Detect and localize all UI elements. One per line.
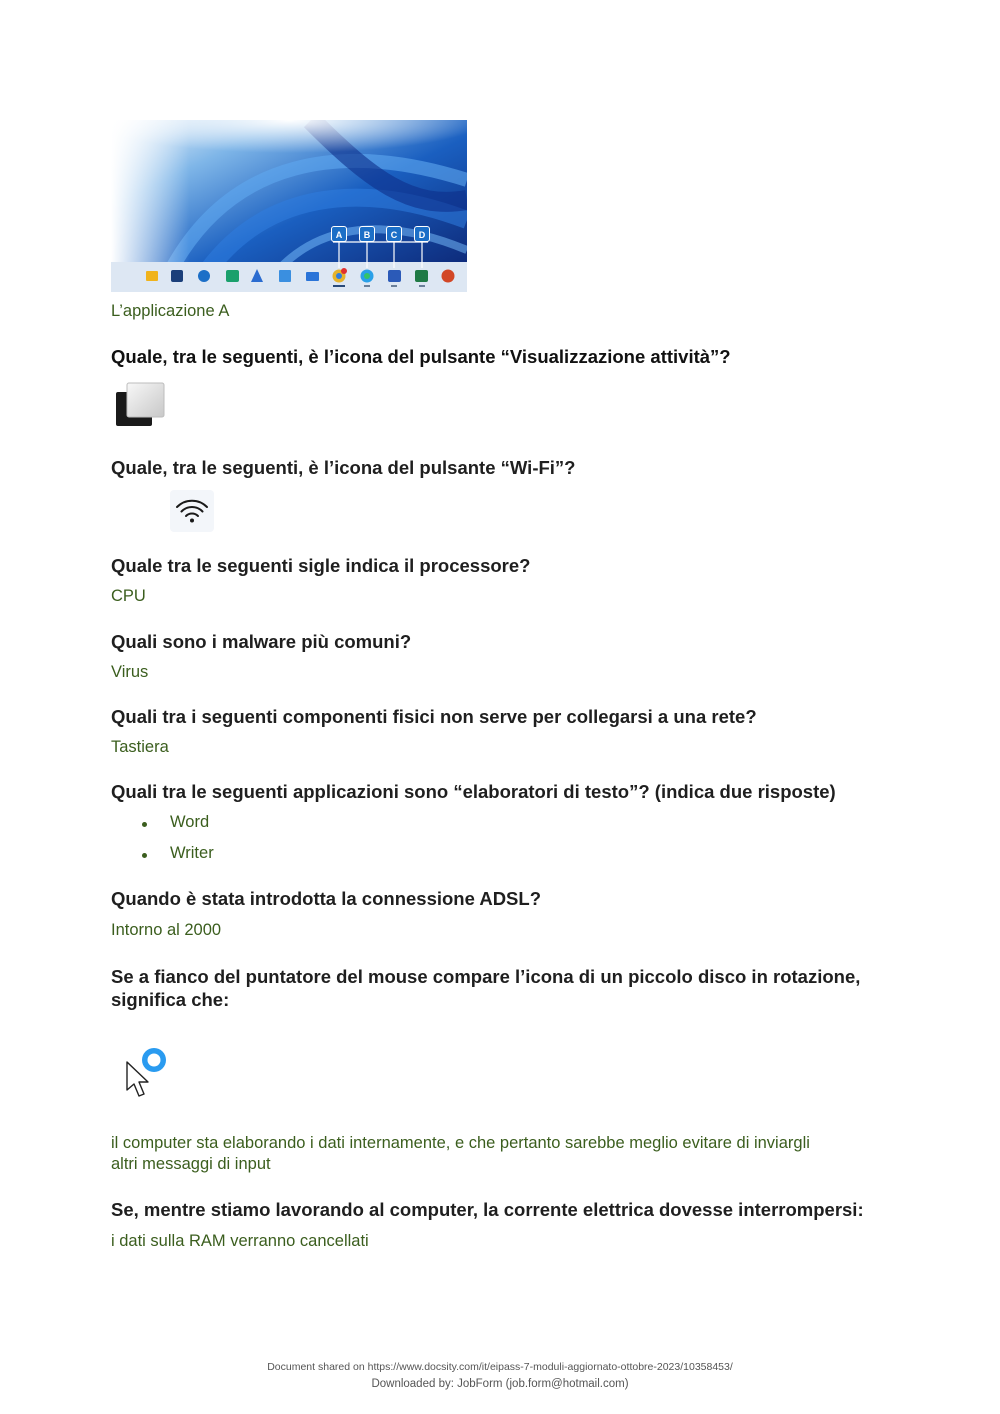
taskbar-label-b: B <box>359 226 375 242</box>
question-processor: Quale tra le seguenti sigle indica il processore? <box>111 555 531 576</box>
answer-power-loss: i dati sulla RAM verranno cancellati <box>111 1232 369 1250</box>
taskbar-label-c: C <box>386 226 402 242</box>
task-view-icon <box>113 382 167 430</box>
answer-processor: CPU <box>111 587 146 605</box>
taskbar-label-d: D <box>414 226 430 242</box>
answer-adsl: Intorno al 2000 <box>111 921 222 939</box>
busy-cursor-icon <box>122 1042 174 1102</box>
windows-wallpaper-image <box>111 120 467 292</box>
footer-shared-prefix: Document shared on <box>267 1361 365 1373</box>
question-busy-cursor-line2: significa che: <box>111 989 230 1010</box>
answer-busy-cursor-line1: il computer sta elaborando i dati internamente, e che pertanto sarebbe meglio evitare di inviargli <box>111 1134 810 1152</box>
answer-word-processor-1: Word <box>170 813 210 831</box>
question-word-processors: Quali tra le seguenti applicazioni sono “elaboratori di testo”? (indica due risposte) <box>111 781 836 802</box>
question-network-component: Quali tra i seguenti componenti fisici non serve per collegarsi a una rete? <box>111 706 757 727</box>
answer-network-component: Tastiera <box>111 738 169 756</box>
question-power-loss: Se, mentre stiamo lavorando al computer, la corrente elettrica dovesse interrompersi: <box>111 1199 864 1220</box>
bullet-dot <box>142 822 147 827</box>
bullet-dot <box>142 853 147 858</box>
footer-shared <box>0 1361 1000 1373</box>
question-wifi: Quale, tra le seguenti, è l’icona del pulsante “Wi-Fi”? <box>111 457 576 478</box>
footer-shared-url[interactable]: https://www.docsity.com/it/eipass-7-moduli-aggiornato-ottobre-2023/10358453/ <box>367 1361 733 1373</box>
question-adsl: Quando è stata introdotta la connessione ADSL? <box>111 888 541 909</box>
question-malware: Quali sono i malware più comuni? <box>111 631 412 652</box>
footer-downloaded: Downloaded by: JobForm (job.form@hotmail.com) <box>371 1378 629 1390</box>
taskbar-label-a: A <box>331 226 347 242</box>
answer-word-processor-2: Writer <box>170 844 214 862</box>
question-task-view: Quale, tra le seguenti, è l’icona del pulsante “Visualizzazione attività”? <box>111 346 731 367</box>
question-busy-cursor-line1: Se a fianco del puntatore del mouse compare l’icona di un piccolo disco in rotazione, <box>111 966 861 987</box>
answer-taskbar: L’applicazione A <box>111 302 230 320</box>
taskbar-screenshot <box>111 120 467 292</box>
answer-malware: Virus <box>111 663 149 681</box>
wifi-icon <box>170 490 214 532</box>
answer-busy-cursor-line2: altri messaggi di input <box>111 1155 271 1173</box>
